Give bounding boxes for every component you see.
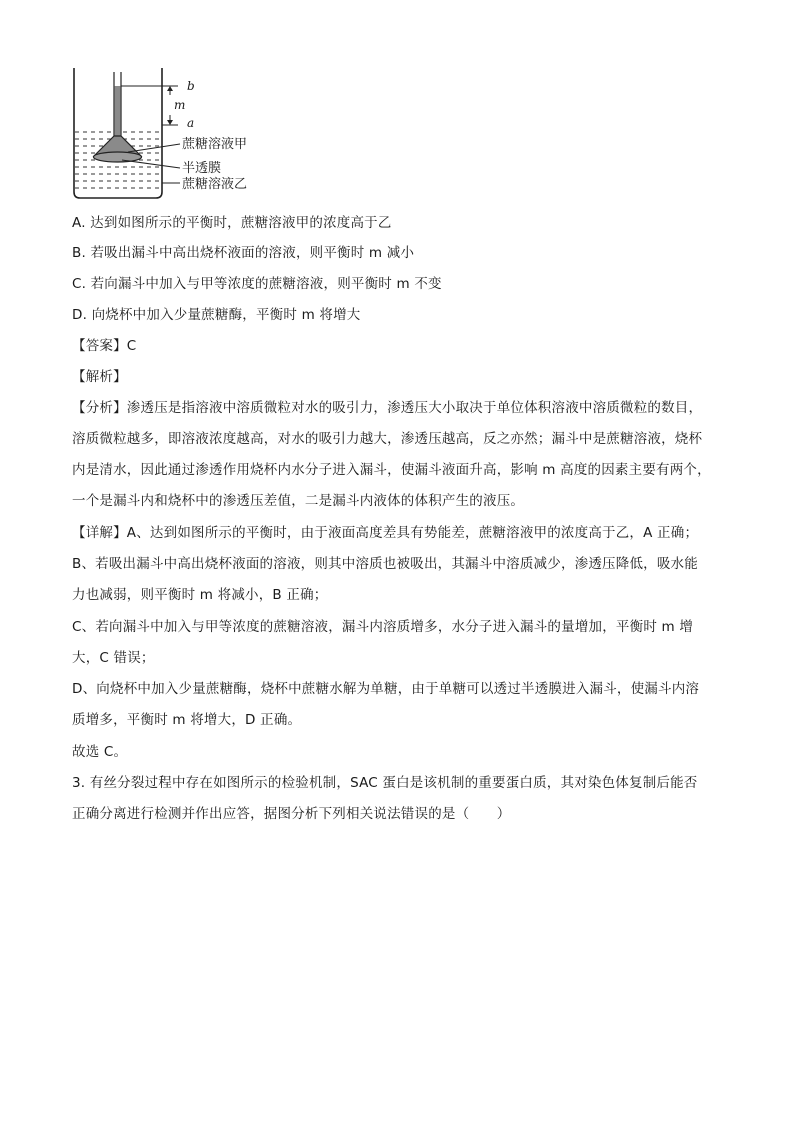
conclusion-line: 故选 C。 [72, 744, 128, 760]
analysis-line: 【分析】渗透压是指溶液中溶质微粒对水的吸引力，渗透压大小取决于单位体积溶液中溶质微粒的数目， [72, 400, 703, 416]
label-b: b [187, 79, 195, 93]
option-d: D. 向烧杯中加入少量蔗糖酶，平衡时 m 将增大 [72, 307, 361, 323]
analysis-header: 【解析】 [72, 369, 127, 385]
osmosis-diagram [66, 66, 286, 202]
label-m: m [174, 98, 186, 112]
detail-line: 【详解】A、达到如图所示的平衡时，由于液面高度差具有势能差，蔗糖溶液甲的浓度高于乙，A 正确； [72, 525, 699, 541]
tube-liquid [115, 86, 121, 138]
detail-line: D、向烧杯中加入少量蔗糖酶，烧杯中蔗糖水解为单糖，由于单糖可以透过半透膜进入漏斗，使漏斗内溶 [72, 681, 700, 697]
label-solution-yi: 蔗糖溶液乙 [182, 177, 248, 192]
question-3-line: 正确分离进行检测并作出应答，据图分析下列相关说法错误的是（ ） [72, 806, 511, 822]
answer-line: 【答案】C [72, 338, 137, 354]
detail-line: B、若吸出漏斗中高出烧杯液面的溶液，则其中溶质也被吸出，其漏斗中溶质减少，渗透压降低，吸水能 [72, 556, 698, 572]
option-b: B. 若吸出漏斗中高出烧杯液面的溶液，则平衡时 m 减小 [72, 245, 415, 261]
detail-line: 大，C 错误； [72, 650, 155, 666]
label-solution-jia: 蔗糖溶液甲 [182, 137, 248, 152]
dimension-m-arrowhead-down [167, 120, 173, 125]
option-c: C. 若向漏斗中加入与甲等浓度的蔗糖溶液，则平衡时 m 不变 [72, 276, 442, 292]
analysis-line: 一个是漏斗内和烧杯中的渗透压差值，二是漏斗内液体的体积产生的液压。 [72, 493, 525, 509]
analysis-line: 溶质微粒越多，即溶液浓度越高，对水的吸引力越大，渗透压越高，反之亦然；漏斗中是蔗糖溶液，烧杯 [72, 431, 703, 447]
osmosis-diagram-svg [66, 66, 286, 202]
label-membrane: 半透膜 [182, 161, 222, 176]
option-a: A. 达到如图所示的平衡时，蔗糖溶液甲的浓度高于乙 [72, 215, 392, 231]
detail-line: C、若向漏斗中加入与甲等浓度的蔗糖溶液，漏斗内溶质增多，水分子进入漏斗的量增加，平衡时 m 增 [72, 619, 694, 635]
question-3-line: 3. 有丝分裂过程中存在如图所示的检验机制，SAC 蛋白是该机制的重要蛋白质，其对染色体复制后能否 [72, 775, 698, 791]
detail-line: 质增多，平衡时 m 将增大，D 正确。 [72, 712, 302, 728]
semipermeable-membrane [94, 152, 142, 162]
analysis-line: 内是清水，因此通过渗透作用烧杯内水分子进入漏斗，使漏斗液面升高，影响 m 高度的因素主要有两个， [72, 462, 711, 478]
label-a: a [187, 116, 195, 130]
dimension-m-arrowhead-up [167, 86, 173, 91]
detail-line: 力也减弱，则平衡时 m 将减小，B 正确； [72, 587, 328, 603]
